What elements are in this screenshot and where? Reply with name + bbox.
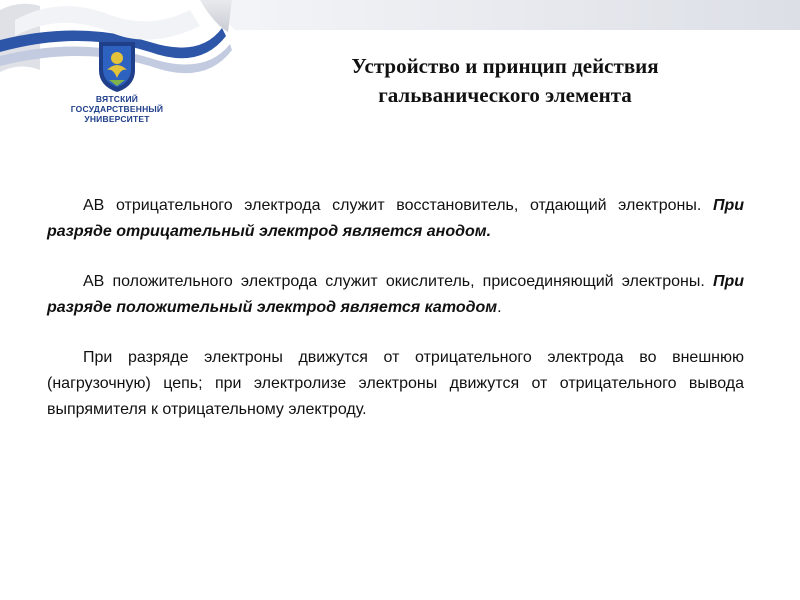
paragraph-text: АВ отрицательного электрода служит восстановитель, отдающий электроны. — [83, 197, 713, 214]
paragraph-positive-electrode — [47, 269, 744, 321]
university-logo — [62, 40, 172, 140]
slide-title-line-1: Устройство и принцип действия — [351, 54, 659, 78]
paragraph-emphasis: При разряде положительный электрод является катодом — [47, 273, 744, 316]
slide-body — [47, 193, 744, 447]
slide-title-line-2: гальванического элемента — [378, 83, 632, 107]
paragraph-emphasis: При разряде отрицательный электрод является анодом. — [47, 197, 744, 240]
logo-text-line-2: ГОСУДАРСТВЕННЫЙ — [70, 104, 164, 114]
paragraph-text: При разряде электроны движутся от отрицательного электрода во внешнюю (нагрузочную) цепь; при электролизе электроны движутся от отрицательного вывода выпрямителя к отрицательному электроду. — [47, 349, 744, 418]
paragraph-negative-electrode — [47, 193, 744, 245]
paragraph-text: АВ положительного электрода служит окислитель, присоединяющий электроны. — [83, 273, 713, 290]
paragraph-tail: . — [497, 299, 502, 316]
slide-title — [270, 52, 740, 110]
university-crest-icon — [95, 40, 139, 94]
logo-text-line-3: УНИВЕРСИТЕТ — [84, 114, 150, 124]
paragraph-electron-flow — [47, 345, 744, 423]
logo-text-line-1: ВЯТСКИЙ — [95, 94, 139, 104]
